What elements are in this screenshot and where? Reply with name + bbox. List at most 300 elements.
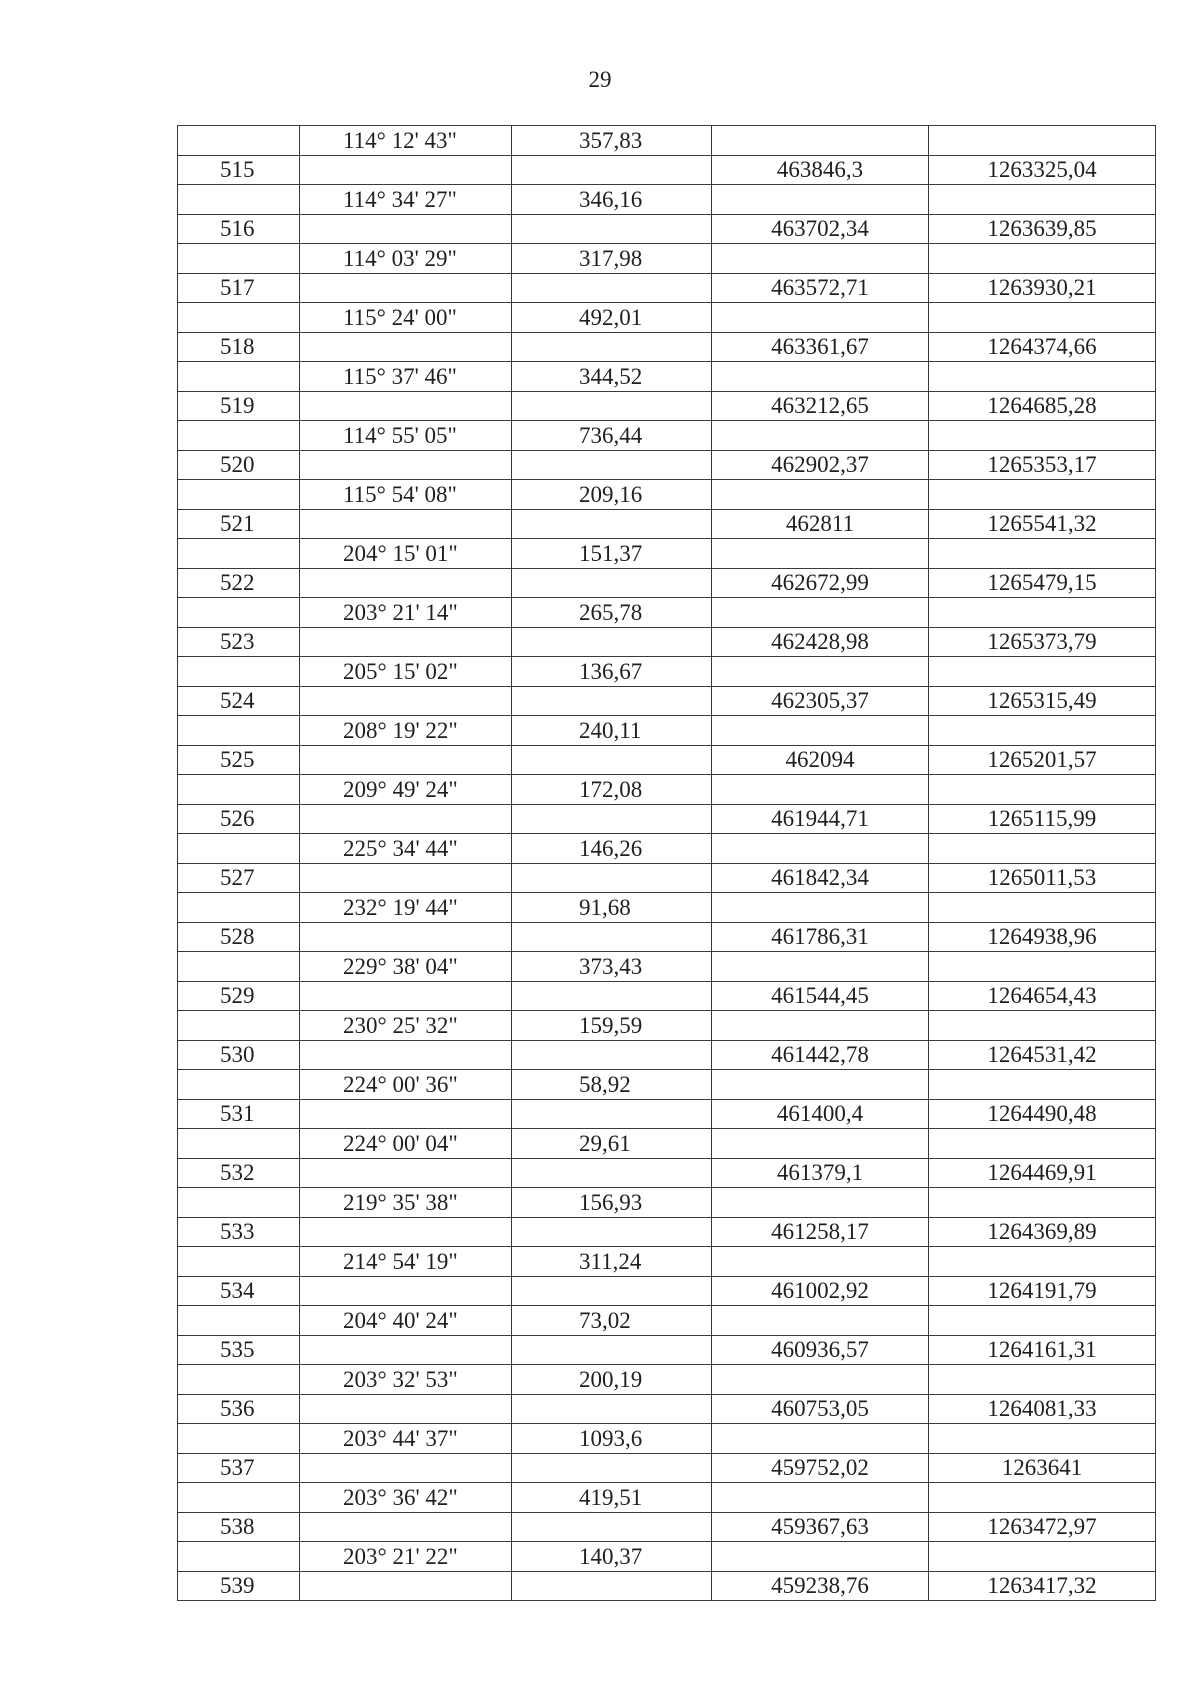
distance-cell xyxy=(512,1158,712,1188)
x-coordinate-cell xyxy=(712,716,929,746)
distance-cell: 736,44 xyxy=(512,421,712,451)
point-number-cell: 520 xyxy=(178,450,300,480)
table-row xyxy=(178,1040,1156,1070)
table-row xyxy=(178,1424,1156,1454)
point-number-cell xyxy=(178,775,300,805)
y-coordinate-cell xyxy=(929,1011,1156,1041)
point-number-cell: 517 xyxy=(178,273,300,303)
point-number-cell xyxy=(178,303,300,333)
x-coordinate-cell: 463572,71 xyxy=(712,273,929,303)
x-coordinate-cell xyxy=(712,1011,929,1041)
direction-angle-cell: 229° 38' 04" xyxy=(300,952,512,982)
direction-angle-cell: 203° 21' 22" xyxy=(300,1542,512,1572)
direction-angle-cell xyxy=(300,1335,512,1365)
direction-angle-cell: 203° 36' 42" xyxy=(300,1483,512,1513)
table-row xyxy=(178,1365,1156,1395)
direction-angle-cell: 114° 03' 29" xyxy=(300,244,512,274)
point-number-cell: 519 xyxy=(178,391,300,421)
table-row xyxy=(178,952,1156,982)
direction-angle-cell: 115° 24' 00" xyxy=(300,303,512,333)
direction-angle-cell xyxy=(300,627,512,657)
distance-cell xyxy=(512,1217,712,1247)
direction-angle-cell: 114° 34' 27" xyxy=(300,185,512,215)
direction-angle-cell xyxy=(300,686,512,716)
x-coordinate-cell: 461544,45 xyxy=(712,981,929,1011)
y-coordinate-cell: 1265373,79 xyxy=(929,627,1156,657)
point-number-cell xyxy=(178,1542,300,1572)
distance-cell xyxy=(512,155,712,185)
point-number-cell: 535 xyxy=(178,1335,300,1365)
table-row xyxy=(178,686,1156,716)
distance-cell xyxy=(512,1394,712,1424)
point-number-cell: 518 xyxy=(178,332,300,362)
x-coordinate-cell: 461442,78 xyxy=(712,1040,929,1070)
table-row xyxy=(178,716,1156,746)
distance-cell xyxy=(512,1276,712,1306)
direction-angle-cell: 224° 00' 04" xyxy=(300,1129,512,1159)
point-number-cell: 536 xyxy=(178,1394,300,1424)
x-coordinate-cell xyxy=(712,1247,929,1277)
direction-angle-cell xyxy=(300,1571,512,1601)
point-number-cell: 538 xyxy=(178,1512,300,1542)
y-coordinate-cell xyxy=(929,834,1156,864)
table-row xyxy=(178,1247,1156,1277)
y-coordinate-cell xyxy=(929,421,1156,451)
point-number-cell xyxy=(178,893,300,923)
y-coordinate-cell: 1264490,48 xyxy=(929,1099,1156,1129)
direction-angle-cell: 204° 40' 24" xyxy=(300,1306,512,1336)
direction-angle-cell: 219° 35' 38" xyxy=(300,1188,512,1218)
x-coordinate-cell: 461944,71 xyxy=(712,804,929,834)
distance-cell: 146,26 xyxy=(512,834,712,864)
point-number-cell: 530 xyxy=(178,1040,300,1070)
x-coordinate-cell: 459238,76 xyxy=(712,1571,929,1601)
y-coordinate-cell xyxy=(929,1424,1156,1454)
direction-angle-cell xyxy=(300,1158,512,1188)
direction-angle-cell: 208° 19' 22" xyxy=(300,716,512,746)
table-row xyxy=(178,1011,1156,1041)
x-coordinate-cell: 463212,65 xyxy=(712,391,929,421)
y-coordinate-cell: 1263417,32 xyxy=(929,1571,1156,1601)
x-coordinate-cell xyxy=(712,480,929,510)
distance-cell xyxy=(512,922,712,952)
distance-cell xyxy=(512,214,712,244)
direction-angle-cell: 205° 15' 02" xyxy=(300,657,512,687)
direction-angle-cell xyxy=(300,804,512,834)
direction-angle-cell xyxy=(300,1276,512,1306)
y-coordinate-cell: 1263472,97 xyxy=(929,1512,1156,1542)
x-coordinate-cell: 463361,67 xyxy=(712,332,929,362)
direction-angle-cell: 115° 54' 08" xyxy=(300,480,512,510)
page-number: 29 xyxy=(588,67,612,92)
x-coordinate-cell xyxy=(712,1365,929,1395)
distance-cell: 357,83 xyxy=(512,126,712,156)
x-coordinate-cell xyxy=(712,1188,929,1218)
point-number-cell xyxy=(178,1483,300,1513)
distance-cell xyxy=(512,981,712,1011)
point-number-cell: 532 xyxy=(178,1158,300,1188)
distance-cell xyxy=(512,450,712,480)
y-coordinate-cell: 1265353,17 xyxy=(929,450,1156,480)
x-coordinate-cell: 462902,37 xyxy=(712,450,929,480)
table-row xyxy=(178,1394,1156,1424)
distance-cell: 151,37 xyxy=(512,539,712,569)
y-coordinate-cell xyxy=(929,1070,1156,1100)
table-row xyxy=(178,450,1156,480)
distance-cell: 311,24 xyxy=(512,1247,712,1277)
point-number-cell: 524 xyxy=(178,686,300,716)
table-row xyxy=(178,539,1156,569)
x-coordinate-cell xyxy=(712,185,929,215)
point-number-cell: 515 xyxy=(178,155,300,185)
y-coordinate-cell: 1264685,28 xyxy=(929,391,1156,421)
distance-cell xyxy=(512,568,712,598)
x-coordinate-cell xyxy=(712,598,929,628)
x-coordinate-cell xyxy=(712,775,929,805)
y-coordinate-cell: 1264369,89 xyxy=(929,1217,1156,1247)
x-coordinate-cell: 461400,4 xyxy=(712,1099,929,1129)
y-coordinate-cell xyxy=(929,1483,1156,1513)
x-coordinate-cell xyxy=(712,1070,929,1100)
table-row xyxy=(178,863,1156,893)
distance-cell: 419,51 xyxy=(512,1483,712,1513)
coordinates-table-body xyxy=(178,126,1156,1601)
table-row xyxy=(178,657,1156,687)
x-coordinate-cell: 462811 xyxy=(712,509,929,539)
direction-angle-cell xyxy=(300,981,512,1011)
y-coordinate-cell xyxy=(929,1129,1156,1159)
table-row xyxy=(178,273,1156,303)
distance-cell: 29,61 xyxy=(512,1129,712,1159)
table-row xyxy=(178,775,1156,805)
y-coordinate-cell xyxy=(929,598,1156,628)
x-coordinate-cell xyxy=(712,303,929,333)
y-coordinate-cell xyxy=(929,539,1156,569)
distance-cell: 209,16 xyxy=(512,480,712,510)
point-number-cell: 527 xyxy=(178,863,300,893)
point-number-cell xyxy=(178,1129,300,1159)
y-coordinate-cell xyxy=(929,716,1156,746)
x-coordinate-cell: 461842,34 xyxy=(712,863,929,893)
point-number-cell xyxy=(178,1424,300,1454)
x-coordinate-cell: 463846,3 xyxy=(712,155,929,185)
x-coordinate-cell: 460936,57 xyxy=(712,1335,929,1365)
x-coordinate-cell: 462094 xyxy=(712,745,929,775)
direction-angle-cell xyxy=(300,273,512,303)
direction-angle-cell xyxy=(300,332,512,362)
distance-cell: 136,67 xyxy=(512,657,712,687)
table-row xyxy=(178,1188,1156,1218)
x-coordinate-cell xyxy=(712,1129,929,1159)
table-row xyxy=(178,1158,1156,1188)
y-coordinate-cell: 1264081,33 xyxy=(929,1394,1156,1424)
x-coordinate-cell: 462305,37 xyxy=(712,686,929,716)
direction-angle-cell xyxy=(300,1040,512,1070)
x-coordinate-cell: 460753,05 xyxy=(712,1394,929,1424)
y-coordinate-cell: 1263639,85 xyxy=(929,214,1156,244)
point-number-cell xyxy=(178,1247,300,1277)
table-row xyxy=(178,1217,1156,1247)
direction-angle-cell: 225° 34' 44" xyxy=(300,834,512,864)
y-coordinate-cell: 1265541,32 xyxy=(929,509,1156,539)
table-row xyxy=(178,1335,1156,1365)
point-number-cell xyxy=(178,1188,300,1218)
y-coordinate-cell: 1265315,49 xyxy=(929,686,1156,716)
direction-angle-cell xyxy=(300,1099,512,1129)
table-row xyxy=(178,1099,1156,1129)
x-coordinate-cell xyxy=(712,952,929,982)
point-number-cell xyxy=(178,362,300,392)
x-coordinate-cell xyxy=(712,126,929,156)
distance-cell xyxy=(512,745,712,775)
direction-angle-cell xyxy=(300,214,512,244)
table-row xyxy=(178,509,1156,539)
coordinates-table xyxy=(177,125,1156,1601)
distance-cell: 159,59 xyxy=(512,1011,712,1041)
distance-cell: 200,19 xyxy=(512,1365,712,1395)
direction-angle-cell xyxy=(300,745,512,775)
x-coordinate-cell: 459752,02 xyxy=(712,1453,929,1483)
x-coordinate-cell xyxy=(712,1542,929,1572)
x-coordinate-cell xyxy=(712,539,929,569)
table-row xyxy=(178,1483,1156,1513)
x-coordinate-cell xyxy=(712,657,929,687)
x-coordinate-cell xyxy=(712,244,929,274)
y-coordinate-cell: 1265115,99 xyxy=(929,804,1156,834)
x-coordinate-cell: 462672,99 xyxy=(712,568,929,598)
x-coordinate-cell xyxy=(712,1483,929,1513)
distance-cell xyxy=(512,686,712,716)
direction-angle-cell xyxy=(300,922,512,952)
y-coordinate-cell: 1264161,31 xyxy=(929,1335,1156,1365)
y-coordinate-cell: 1264938,96 xyxy=(929,922,1156,952)
point-number-cell: 523 xyxy=(178,627,300,657)
distance-cell xyxy=(512,332,712,362)
y-coordinate-cell xyxy=(929,1188,1156,1218)
distance-cell xyxy=(512,1099,712,1129)
distance-cell xyxy=(512,1040,712,1070)
x-coordinate-cell: 461258,17 xyxy=(712,1217,929,1247)
x-coordinate-cell xyxy=(712,834,929,864)
direction-angle-cell xyxy=(300,1394,512,1424)
table-row xyxy=(178,1453,1156,1483)
distance-cell xyxy=(512,1453,712,1483)
table-row xyxy=(178,804,1156,834)
direction-angle-cell xyxy=(300,391,512,421)
point-number-cell: 531 xyxy=(178,1099,300,1129)
table-row xyxy=(178,303,1156,333)
point-number-cell: 534 xyxy=(178,1276,300,1306)
y-coordinate-cell xyxy=(929,480,1156,510)
direction-angle-cell xyxy=(300,1217,512,1247)
point-number-cell xyxy=(178,716,300,746)
table-row xyxy=(178,1542,1156,1572)
table-row xyxy=(178,126,1156,156)
point-number-cell: 522 xyxy=(178,568,300,598)
point-number-cell: 529 xyxy=(178,981,300,1011)
x-coordinate-cell xyxy=(712,893,929,923)
table-row xyxy=(178,1276,1156,1306)
direction-angle-cell: 230° 25' 32" xyxy=(300,1011,512,1041)
x-coordinate-cell: 462428,98 xyxy=(712,627,929,657)
x-coordinate-cell: 461786,31 xyxy=(712,922,929,952)
point-number-cell: 521 xyxy=(178,509,300,539)
table-row xyxy=(178,421,1156,451)
point-number-cell: 526 xyxy=(178,804,300,834)
point-number-cell: 528 xyxy=(178,922,300,952)
distance-cell: 91,68 xyxy=(512,893,712,923)
point-number-cell xyxy=(178,1011,300,1041)
y-coordinate-cell: 1265011,53 xyxy=(929,863,1156,893)
distance-cell xyxy=(512,627,712,657)
point-number-cell xyxy=(178,185,300,215)
point-number-cell xyxy=(178,1070,300,1100)
x-coordinate-cell: 459367,63 xyxy=(712,1512,929,1542)
table-row xyxy=(178,598,1156,628)
direction-angle-cell: 209° 49' 24" xyxy=(300,775,512,805)
y-coordinate-cell xyxy=(929,1542,1156,1572)
x-coordinate-cell xyxy=(712,1424,929,1454)
y-coordinate-cell xyxy=(929,126,1156,156)
x-coordinate-cell: 461379,1 xyxy=(712,1158,929,1188)
distance-cell: 373,43 xyxy=(512,952,712,982)
distance-cell: 240,11 xyxy=(512,716,712,746)
direction-angle-cell: 214° 54' 19" xyxy=(300,1247,512,1277)
distance-cell: 317,98 xyxy=(512,244,712,274)
distance-cell xyxy=(512,273,712,303)
table-row xyxy=(178,1571,1156,1601)
y-coordinate-cell xyxy=(929,303,1156,333)
distance-cell xyxy=(512,863,712,893)
distance-cell: 1093,6 xyxy=(512,1424,712,1454)
point-number-cell xyxy=(178,598,300,628)
table-row xyxy=(178,332,1156,362)
direction-angle-cell: 232° 19' 44" xyxy=(300,893,512,923)
y-coordinate-cell xyxy=(929,893,1156,923)
point-number-cell xyxy=(178,539,300,569)
table-row xyxy=(178,627,1156,657)
direction-angle-cell xyxy=(300,509,512,539)
table-row xyxy=(178,480,1156,510)
table-row xyxy=(178,922,1156,952)
point-number-cell xyxy=(178,1306,300,1336)
table-row xyxy=(178,244,1156,274)
table-row xyxy=(178,1129,1156,1159)
y-coordinate-cell: 1264191,79 xyxy=(929,1276,1156,1306)
distance-cell xyxy=(512,391,712,421)
point-number-cell: 516 xyxy=(178,214,300,244)
table-row xyxy=(178,834,1156,864)
distance-cell: 58,92 xyxy=(512,1070,712,1100)
point-number-cell xyxy=(178,244,300,274)
table-row xyxy=(178,1306,1156,1336)
distance-cell: 346,16 xyxy=(512,185,712,215)
direction-angle-cell xyxy=(300,155,512,185)
distance-cell: 265,78 xyxy=(512,598,712,628)
direction-angle-cell xyxy=(300,450,512,480)
point-number-cell xyxy=(178,126,300,156)
y-coordinate-cell xyxy=(929,657,1156,687)
y-coordinate-cell xyxy=(929,185,1156,215)
point-number-cell xyxy=(178,834,300,864)
point-number-cell xyxy=(178,1365,300,1395)
direction-angle-cell: 203° 44' 37" xyxy=(300,1424,512,1454)
table-row xyxy=(178,155,1156,185)
x-coordinate-cell: 463702,34 xyxy=(712,214,929,244)
y-coordinate-cell: 1264654,43 xyxy=(929,981,1156,1011)
point-number-cell: 533 xyxy=(178,1217,300,1247)
distance-cell: 344,52 xyxy=(512,362,712,392)
point-number-cell: 537 xyxy=(178,1453,300,1483)
direction-angle-cell: 115° 37' 46" xyxy=(300,362,512,392)
x-coordinate-cell xyxy=(712,362,929,392)
distance-cell: 492,01 xyxy=(512,303,712,333)
y-coordinate-cell xyxy=(929,244,1156,274)
table-row xyxy=(178,981,1156,1011)
distance-cell: 73,02 xyxy=(512,1306,712,1336)
y-coordinate-cell xyxy=(929,952,1156,982)
table-row xyxy=(178,568,1156,598)
distance-cell xyxy=(512,1571,712,1601)
x-coordinate-cell xyxy=(712,1306,929,1336)
y-coordinate-cell: 1264374,66 xyxy=(929,332,1156,362)
table-row xyxy=(178,893,1156,923)
direction-angle-cell xyxy=(300,1512,512,1542)
point-number-cell xyxy=(178,480,300,510)
direction-angle-cell: 203° 21' 14" xyxy=(300,598,512,628)
table-row xyxy=(178,214,1156,244)
table-row xyxy=(178,1512,1156,1542)
y-coordinate-cell: 1265479,15 xyxy=(929,568,1156,598)
point-number-cell xyxy=(178,657,300,687)
point-number-cell: 539 xyxy=(178,1571,300,1601)
distance-cell: 140,37 xyxy=(512,1542,712,1572)
direction-angle-cell: 203° 32' 53" xyxy=(300,1365,512,1395)
x-coordinate-cell: 461002,92 xyxy=(712,1276,929,1306)
direction-angle-cell xyxy=(300,863,512,893)
y-coordinate-cell xyxy=(929,1247,1156,1277)
y-coordinate-cell: 1265201,57 xyxy=(929,745,1156,775)
distance-cell: 156,93 xyxy=(512,1188,712,1218)
y-coordinate-cell: 1264469,91 xyxy=(929,1158,1156,1188)
table-row xyxy=(178,362,1156,392)
y-coordinate-cell xyxy=(929,1365,1156,1395)
y-coordinate-cell: 1263930,21 xyxy=(929,273,1156,303)
direction-angle-cell: 114° 12' 43" xyxy=(300,126,512,156)
distance-cell xyxy=(512,1335,712,1365)
table-row xyxy=(178,745,1156,775)
direction-angle-cell: 204° 15' 01" xyxy=(300,539,512,569)
table-row xyxy=(178,1070,1156,1100)
point-number-cell: 525 xyxy=(178,745,300,775)
point-number-cell xyxy=(178,952,300,982)
distance-cell xyxy=(512,509,712,539)
distance-cell: 172,08 xyxy=(512,775,712,805)
table-row xyxy=(178,391,1156,421)
direction-angle-cell xyxy=(300,568,512,598)
direction-angle-cell: 114° 55' 05" xyxy=(300,421,512,451)
y-coordinate-cell: 1264531,42 xyxy=(929,1040,1156,1070)
table-row xyxy=(178,185,1156,215)
y-coordinate-cell xyxy=(929,1306,1156,1336)
y-coordinate-cell: 1263325,04 xyxy=(929,155,1156,185)
x-coordinate-cell xyxy=(712,421,929,451)
direction-angle-cell xyxy=(300,1453,512,1483)
distance-cell xyxy=(512,1512,712,1542)
direction-angle-cell: 224° 00' 36" xyxy=(300,1070,512,1100)
y-coordinate-cell xyxy=(929,775,1156,805)
y-coordinate-cell xyxy=(929,362,1156,392)
